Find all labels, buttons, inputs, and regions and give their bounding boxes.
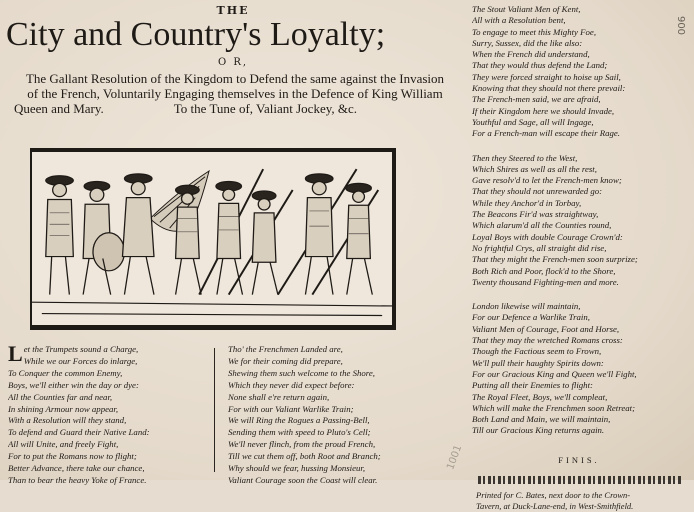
- poem-line: No frightful Crys, all straight did rise,: [472, 242, 607, 253]
- poem-line: That they might the French-men soon surprize;: [472, 254, 638, 265]
- subtitle-queen: Queen and Mary.: [14, 101, 104, 116]
- poem-line: We'll never flinch, from the proud French,: [228, 439, 376, 450]
- poem-line: We will Ring the Rogues a Passing-Bell,: [228, 415, 370, 426]
- poem-line: Till we cut them off, both Root and Branch;: [228, 451, 381, 462]
- title-end: ;: [375, 16, 386, 53]
- poem-line: Valiant Courage soon the Coast will clear.: [228, 474, 378, 485]
- poem-line: Boys, we'll either win the day or dye:: [8, 379, 139, 390]
- page-title: [6, 17, 462, 53]
- poem-line: For to put the Romans now to flight;: [8, 451, 137, 462]
- poem-line: Which will make the Frenchmen soon Retreat;: [472, 402, 636, 413]
- subtitle-line: The Gallant Resolution of the Kingdom to Defend the same against the Invasion: [25, 71, 445, 86]
- poem-line: Putting all their Enemies to flight:: [472, 380, 593, 391]
- poem-line: Both Land and Main, we will maintain,: [472, 414, 611, 425]
- imprint-line: Printed for C. Bates, next door to the Crown-: [476, 489, 631, 500]
- tune-line: To the Tune of, Valiant Jockey, &c.: [173, 101, 358, 116]
- poem-line: Which they never did expect before:: [228, 379, 355, 390]
- poem-line: et the Trumpets sound a Charge,: [23, 344, 139, 354]
- poem-line: Which alarum'd all the Counties round,: [472, 220, 612, 231]
- poem-line: The Beacons Fir'd was straightway,: [472, 209, 599, 220]
- poem-line: For with our Valiant Warlike Train;: [228, 403, 354, 414]
- stanza: [472, 153, 686, 289]
- poem-line: To Conquer the common Enemy,: [8, 367, 123, 378]
- finis-label: FINIS.: [558, 454, 600, 465]
- poem-line: All will Unite, and freely Fight,: [8, 439, 119, 450]
- subtitle-line: of the French, Voluntarily Engaging themselves in the Defence of King William: [27, 86, 443, 101]
- poem-line: The Royal Fleet, Boys, we'll compleat,: [472, 391, 608, 402]
- poem-line: The Stout Valiant Men of Kent,: [472, 4, 581, 14]
- poem-line: While we our Forces do inlarge,: [23, 355, 138, 366]
- poem-line: Surry, Sussex, did the like also:: [472, 37, 583, 48]
- poem-line: Tho' the Frenchmen Landed are,: [228, 344, 343, 354]
- poem-line: All with a Resolution bent,: [472, 15, 566, 26]
- title-text: City and Country's Loyalty: [6, 16, 376, 53]
- poem-line: Youthful and Sage, all will Ingage,: [472, 116, 594, 127]
- poem-line: Which Shires as well as all the rest,: [472, 163, 597, 174]
- poem-line: Twenty thousand Fighting-men and more.: [472, 276, 619, 287]
- subtitle: [4, 71, 462, 116]
- poem-line: We for their coming did prepare,: [228, 355, 343, 366]
- poem-line: That they may the wretched Romans cross:: [472, 335, 623, 346]
- imprint-line: Tavern, at Duck-Lane-end, in West-Smithfield.: [476, 500, 634, 511]
- poem-line: Why should we fear, hussing Monsieur,: [228, 463, 366, 474]
- archive-stamp: 1001: [445, 443, 465, 472]
- poem-line: While they Anchor'd in Torbay,: [472, 197, 582, 208]
- poem-line: When the French did understand,: [472, 49, 590, 60]
- page-number: 900: [674, 15, 686, 36]
- poem-column-1: [8, 341, 204, 487]
- poem-line: Knowing that they should not there prevail:: [472, 83, 626, 94]
- title-the: THE: [216, 4, 250, 17]
- poem-line: All the Counties far and near,: [8, 391, 113, 402]
- poem-line: Then they Steered to the West,: [472, 152, 578, 163]
- stanza: [472, 4, 686, 140]
- poem-line: Loyal Boys with double Courage Crown'd:: [472, 231, 623, 242]
- poem-line: Till our Gracious King returns again.: [472, 425, 605, 436]
- soldiers-woodcut-icon: [32, 152, 392, 325]
- poem-line: That they would thus defend the Land;: [472, 60, 608, 71]
- poem-line: The French-men said, we are afraid,: [472, 94, 601, 105]
- poem-line: We'll pull their haughty Spirits down:: [472, 357, 604, 368]
- poem-line: Than to bear the heavy Yoke of France.: [8, 474, 147, 485]
- poem-line: Valiant Men of Courage, Foot and Horse,: [472, 323, 620, 334]
- poem-line: Both Rich and Poor, flock'd to the Shore,: [472, 265, 616, 276]
- poem-column-2: [228, 344, 428, 487]
- column-divider: [214, 348, 215, 472]
- imprint: [472, 490, 686, 512]
- poem-line: Shewing them such welcome to the Shore,: [228, 367, 375, 378]
- subtitle-line: [8, 101, 462, 116]
- poem-line: Gave resolv'd to let the French-men know;: [472, 175, 622, 186]
- right-column: [472, 4, 686, 511]
- poem-line: That they should not unrewarded go:: [472, 186, 603, 197]
- title-or: O R,: [217, 57, 249, 68]
- poem-line: Better Advance, there take our chance,: [8, 463, 145, 474]
- poem-line: None shall e're return again,: [228, 391, 330, 402]
- drop-cap: L: [8, 341, 23, 366]
- poem-line: For our Gracious King and Queen we'll Fight,: [472, 368, 637, 379]
- poem-line: For a French-man will escape their Rage.: [472, 128, 620, 139]
- poem-line: With a Resolution will they stand,: [8, 415, 127, 426]
- poem-line: For our Defence a Warlike Train,: [472, 312, 590, 323]
- poem-line: London likewise will maintain,: [472, 301, 581, 312]
- poem-line: If their Kingdom here we should Invade,: [472, 105, 615, 116]
- poem-line: Sending them with speed to Pluto's Cell;: [228, 427, 371, 438]
- poem-line: In shining Armour now appear,: [8, 403, 119, 414]
- woodcut-illustration: [30, 148, 396, 330]
- poem-line: Though the Factious seem to Frown,: [472, 346, 602, 357]
- poem-line: To defend and Guard their Native Land:: [8, 427, 150, 438]
- poem-line: They were forced straight to hoise up Sail,: [472, 71, 621, 82]
- stanza: [472, 301, 686, 437]
- poem-line: To engage to meet this Mighty Foe,: [472, 26, 597, 37]
